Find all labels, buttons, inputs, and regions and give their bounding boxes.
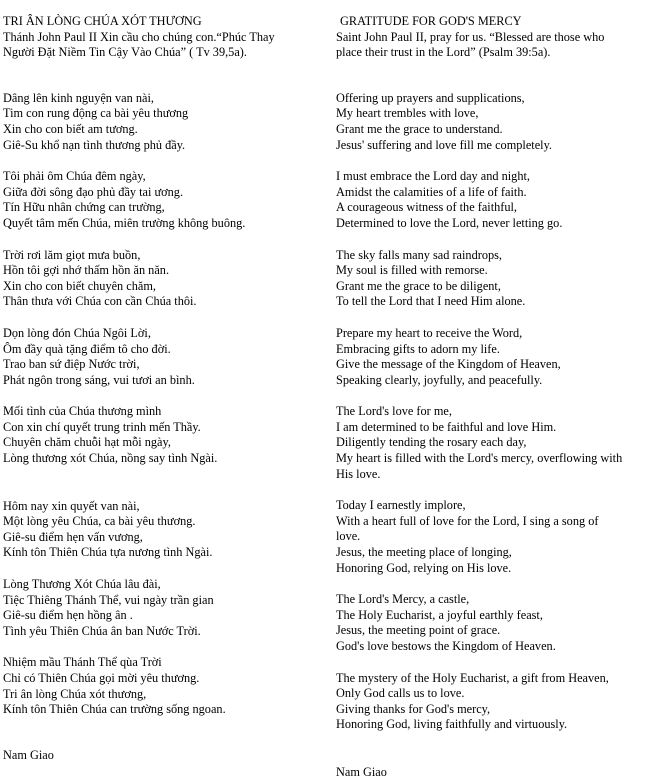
english-intro-line: place their trust in the Lord” (Psalm 39:5a).	[336, 45, 551, 60]
poem-line: Grant me the grace to be diligent,	[336, 278, 501, 293]
poem-line: Kính tôn Thiên Chúa tựa nương tình Ngài.	[3, 545, 213, 560]
poem-line: Trao ban sứ điệp Nước trời,	[3, 357, 140, 372]
poem-line: Hôm nay xin quyết van nài,	[3, 498, 140, 513]
poem-line: Honoring God, relying on His love.	[336, 560, 512, 575]
vietnamese-column	[3, 14, 323, 763]
english-stanza-7	[336, 592, 651, 654]
poem-line: To tell the Lord that I need Him alone.	[336, 294, 526, 309]
vietnamese-intro	[3, 30, 323, 61]
poem-line: Dọn lòng đón Chúa Ngôi Lời,	[3, 325, 151, 340]
english-stanza-4	[336, 326, 651, 388]
poem-line: Trời rơi lăm giọt mưa buồn,	[3, 247, 141, 262]
poem-line: Tiệc Thiêng Thánh Thể, vui ngày trần gian	[3, 592, 214, 607]
english-intro-line: Saint John Paul II, pray for us. “Blessed are those who	[336, 29, 605, 44]
poem-line: Tình yêu Thiên Chúa ân ban Nước Trời.	[3, 623, 201, 638]
poem-line: The Lord's love for me,	[336, 404, 452, 419]
poem-line: Jesus, the meeting place of longing,	[336, 545, 512, 560]
poem-line: Determined to love the Lord, never letting go.	[336, 215, 563, 230]
poem-line: Thân thưa với Chúa con cần Chúa thôi.	[3, 294, 197, 309]
poem-line: My soul is filled with remorse.	[336, 263, 488, 278]
poem-line: Tôi phải ôm Chúa đêm ngày,	[3, 169, 146, 184]
english-stanza-5	[336, 404, 651, 482]
vietnamese-stanza-2	[3, 169, 323, 231]
english-title: GRATITUDE FOR GOD'S MERCY	[340, 14, 522, 28]
poem-line: Today I earnestly implore,	[336, 498, 466, 513]
english-stanza-8	[336, 671, 651, 733]
vietnamese-stanza-3	[3, 248, 323, 310]
english-stanza-2	[336, 169, 651, 231]
poem-line: With a heart full of love for the Lord, I sing a song of	[336, 513, 599, 528]
poem-line: Giê-su điểm hẹn hồng ân .	[3, 608, 133, 623]
english-signature: Nam Giao	[336, 764, 387, 779]
poem-line: Tín Hữu nhân chứng can trường,	[3, 200, 165, 215]
poem-line: Grant me the grace to understand.	[336, 121, 503, 136]
poem-line: Offering up prayers and supplications,	[336, 90, 525, 105]
poem-line: Giê-Su khổ nạn tình thương phủ đầy.	[3, 137, 186, 152]
vietnamese-stanza-1	[3, 91, 323, 153]
poem-line: Give the message of the Kingdom of Heaven,	[336, 357, 561, 372]
vietnamese-stanza-5	[3, 404, 323, 466]
poem-line: Giê-su điểm hẹn vấn vương,	[3, 529, 143, 544]
poem-line: Hồn tôi gợi nhớ thấm hồn ăn năn.	[3, 263, 170, 278]
poem-line: Quyết tâm mến Chúa, miên trường không buông.	[3, 215, 246, 230]
poem-line: A courageous witness of the faithful,	[336, 200, 517, 215]
poem-line: Xin cho con biết am tương.	[3, 121, 138, 136]
poem-line: My heart is filled with the Lord's mercy, overflowing with	[336, 451, 623, 466]
vietnamese-stanza-8	[3, 655, 323, 717]
poem-line: The Holy Eucharist, a joyful earthly feast,	[336, 607, 543, 622]
poem-line: His love.	[336, 466, 381, 481]
poem-line: God's love bestows the Kingdom of Heaven.	[336, 639, 556, 653]
poem-line: I am determined to be faithful and love Him.	[336, 419, 557, 434]
poem-line: Chuyên chăm chuỗi hạt mỗi ngày,	[3, 435, 171, 450]
english-intro	[336, 30, 651, 61]
vietnamese-title: TRI ÂN LÒNG CHÚA XÓT THƯƠNG	[3, 14, 202, 28]
vietnamese-stanza-4	[3, 326, 323, 388]
poem-line: Lòng Thương Xót Chúa lâu đài,	[3, 577, 161, 592]
poem-line: Embracing gifts to adorn my life.	[336, 341, 500, 356]
poem-line: Con xin chí quyết trung trinh mến Thầy.	[3, 419, 201, 434]
english-stanza-1	[336, 91, 651, 153]
poem-line: Tri ân lòng Chúa xót thương,	[3, 686, 147, 701]
poem-line: Xin cho con biết chuyên chăm,	[3, 278, 156, 293]
poem-line: Một lòng yêu Chúa, ca bài yêu thương.	[3, 514, 196, 529]
vietnamese-stanza-7	[3, 577, 323, 639]
vietnamese-intro-line: Người Đặt Niềm Tin Cậy Vào Chúa” ( Tv 39,5a).	[3, 45, 247, 60]
english-stanza-6	[336, 498, 651, 576]
vietnamese-stanza-6	[3, 499, 323, 561]
poem-line: The Lord's Mercy, a castle,	[336, 592, 470, 607]
poem-line: I must embrace the Lord day and night,	[336, 169, 530, 184]
poem-line: Amidst the calamities of a life of faith.	[336, 184, 527, 199]
poem-line: Dâng lên kinh nguyện van nài,	[3, 90, 154, 105]
english-column	[336, 14, 651, 781]
vietnamese-intro-line: Thánh John Paul II Xin cầu cho chúng con.“Phúc Thay	[3, 29, 275, 44]
poem-line: Phát ngôn trong sáng, vui tươi an bình.	[3, 372, 195, 387]
poem-line: The sky falls many sad raindrops,	[336, 247, 502, 262]
poem-line: My heart trembles with love,	[336, 106, 479, 121]
poem-line: Jesus' suffering and love fill me completely.	[336, 137, 552, 152]
poem-line: Tim con rung động ca bài yêu thương	[3, 106, 189, 121]
poem-line: Prepare my heart to receive the Word,	[336, 325, 523, 340]
poem-line: Ôm đầy quà tặng điểm tô cho đời.	[3, 341, 171, 356]
poem-line: Nhiệm mầu Thánh Thể qùa Trời	[3, 655, 162, 670]
poem-line: Kính tôn Thiên Chúa can trường sống ngoan.	[3, 702, 226, 717]
poem-line: Giữa đời sông đạo phủ đầy tai ương.	[3, 184, 184, 199]
poem-line: The mystery of the Holy Eucharist, a gift from Heaven,	[336, 670, 609, 685]
poem-line: Diligently tending the rosary each day,	[336, 435, 527, 450]
poem-line: Speaking clearly, joyfully, and peacefully.	[336, 372, 543, 387]
poem-line: Lòng thương xót Chúa, nồng say tình Ngài.	[3, 451, 218, 466]
poem-line: Chỉ có Thiên Chúa gọi mời yêu thương.	[3, 671, 200, 685]
poem-line: Mối tình của Chúa thương mình	[3, 404, 162, 419]
poem-line: Giving thanks for God's mercy,	[336, 701, 491, 716]
poem-line: Honoring God, living faithfully and virtuously.	[336, 717, 568, 732]
poem-line: love.	[336, 529, 361, 544]
english-stanza-3	[336, 248, 651, 310]
poem-line: Jesus, the meeting point of grace.	[336, 623, 501, 638]
vietnamese-signature: Nam Giao	[3, 747, 54, 762]
poem-line: Only God calls us to love.	[336, 686, 465, 701]
